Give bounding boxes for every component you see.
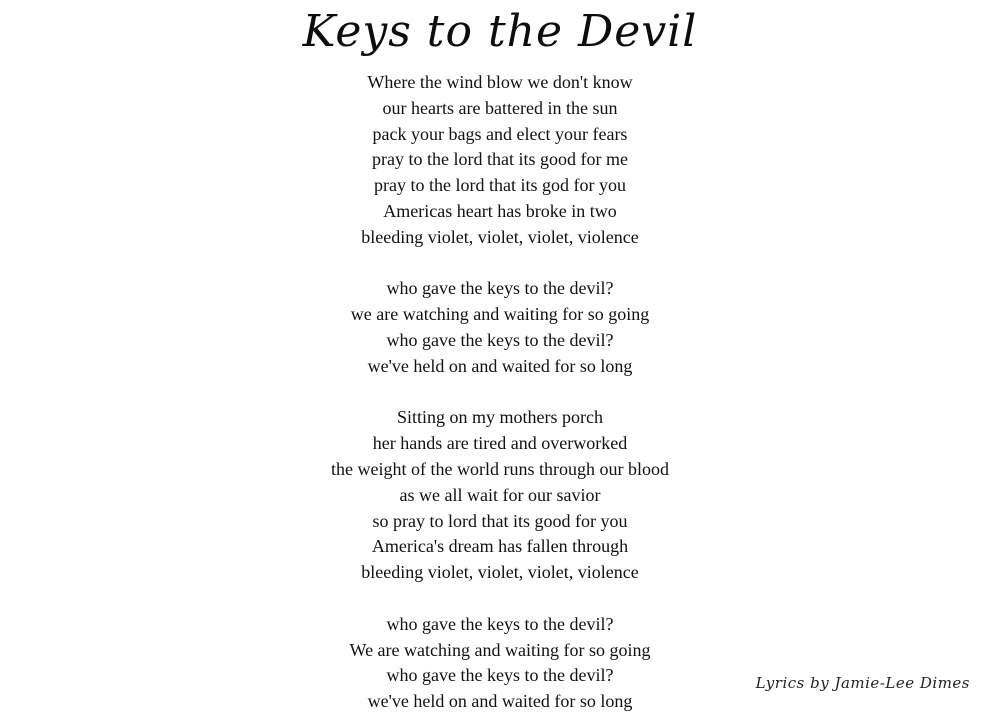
lyric-line: who gave the keys to the devil?	[386, 613, 614, 634]
lyric-line: bleeding violet, violet, violet, violence	[361, 562, 639, 583]
lyric-line: we've held on and waited for so long	[367, 355, 633, 376]
lyric-line: so pray to lord that its good for you	[372, 510, 628, 531]
lyric-line: Where the wind blow we don't know	[367, 72, 633, 92]
lyric-line: pray to the lord that its god for you	[374, 175, 626, 196]
lyric-line: who gave the keys to the devil?	[386, 329, 614, 350]
lyric-line: We are watching and waiting for so going	[349, 639, 651, 660]
lyric-line: as we all wait for our savior	[399, 484, 601, 505]
lyric-line: pray to the lord that its good for me	[372, 149, 628, 170]
page-title: Keys to the Devil	[302, 6, 698, 57]
lyric-line: Sitting on my mothers porch	[397, 407, 603, 428]
lyrics-credit: Lyrics by Jamie-Lee Dimes	[755, 674, 970, 692]
lyric-line: Americas heart has broke in two	[383, 200, 617, 221]
lyrics-body	[0, 70, 1000, 715]
lyric-line: the weight of the world runs through our blood	[331, 458, 669, 479]
lyric-line: her hands are tired and overworked	[372, 433, 628, 454]
stanza-3	[0, 405, 1000, 586]
lyric-line: who gave the keys to the devil?	[386, 665, 614, 686]
stanza-2	[0, 276, 1000, 379]
lyric-line: we are watching and waiting for so going	[350, 304, 650, 325]
lyric-line: America's dream has fallen through	[371, 536, 629, 557]
stanza-4	[0, 612, 1000, 715]
lyric-line: who gave the keys to the devil?	[386, 278, 614, 299]
lyric-line: pack your bags and elect your fears	[372, 123, 628, 144]
lyric-line: we've held on and waited for so long	[367, 691, 633, 712]
stanza-1	[0, 70, 1000, 251]
lyric-line: bleeding violet, violet, violet, violence	[361, 226, 639, 247]
lyric-line: our hearts are battered in the sun	[382, 97, 618, 118]
